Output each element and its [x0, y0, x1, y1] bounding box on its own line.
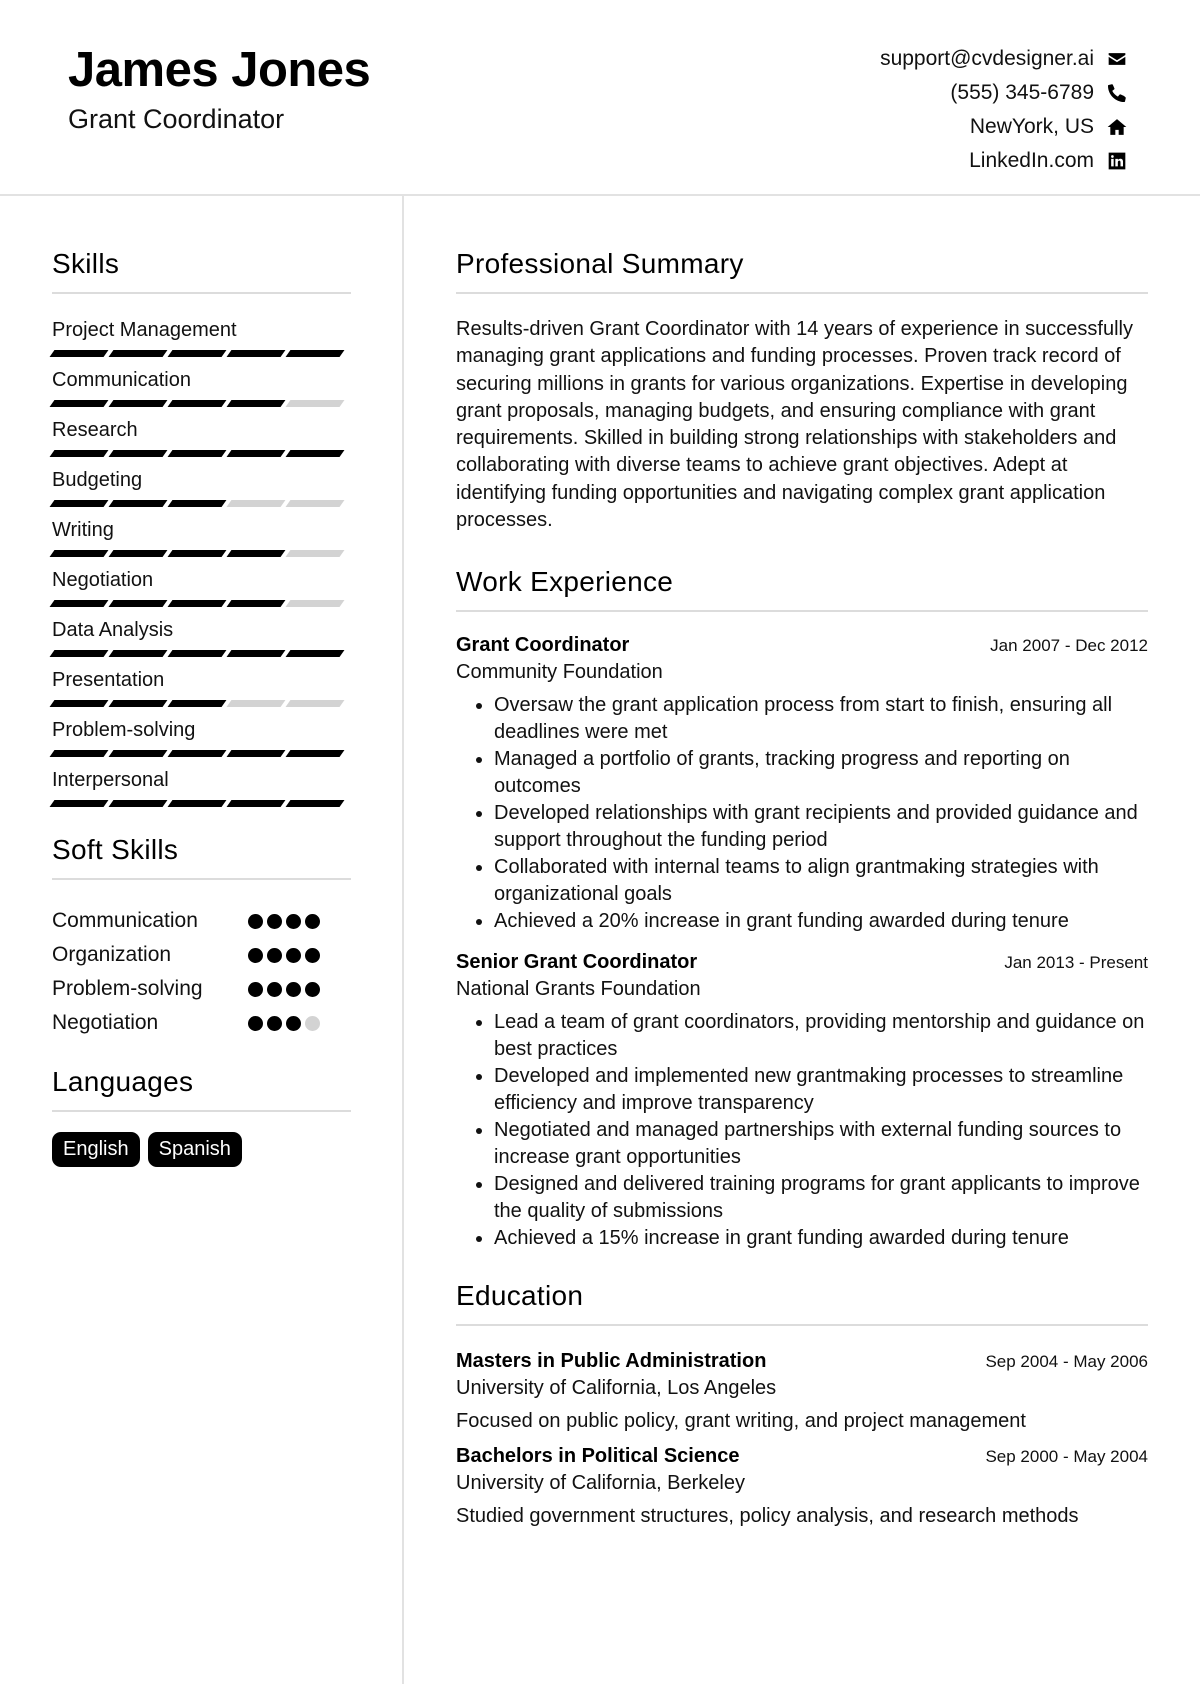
skill-name: Research: [52, 419, 138, 441]
skill-level-segment: [227, 350, 286, 357]
skill-level-segment: [50, 350, 109, 357]
rating-dot: [305, 948, 320, 963]
soft-skill-rating: [248, 914, 324, 929]
skill-item: [52, 318, 351, 368]
left-column: [52, 248, 351, 1167]
soft-skill-item: [52, 904, 351, 938]
skill-level-segment: [286, 350, 345, 357]
contact-linkedin-text: LinkedIn.com: [969, 149, 1094, 172]
skill-item: [52, 568, 351, 618]
work-heading: Work Experience: [456, 566, 674, 598]
skill-level-bar: [52, 500, 351, 507]
skill-name: Negotiation: [52, 569, 154, 591]
soft-skill-item: [52, 1006, 351, 1040]
skill-name: Budgeting: [52, 469, 143, 491]
rating-dot: [267, 1016, 282, 1031]
skill-level-bar: [52, 750, 351, 757]
skill-level-segment: [227, 800, 286, 807]
rating-dot: [286, 1016, 301, 1031]
skill-level-segment: [109, 800, 168, 807]
skill-level-segment: [50, 750, 109, 757]
summary-text: Results-driven Grant Coordinator with 14 years of experience in successfully managing grant applications and funding processes. Proven track record of securing millions in grants for various organizations. Expertise in developing grant proposals, managing budgets, and ensuring compliance with grant requirements. Skilled in building strong relationships with stakeholders and collaborating with diverse teams to achieve grant objectives. Adept at identifying funding opportunities and navigating complex grant application processes.: [456, 318, 1133, 532]
education-school: University of California, Berkeley: [456, 1472, 745, 1495]
skill-level-segment: [109, 550, 168, 557]
contact-location: [880, 110, 1128, 144]
skill-level-segment: [227, 600, 286, 607]
skill-level-segment: [109, 500, 168, 507]
work-rule: [456, 610, 1148, 612]
skill-name: Communication: [52, 369, 191, 391]
skill-level-bar: [52, 800, 351, 807]
skill-level-segment: [168, 550, 227, 557]
education-list: [456, 1350, 1148, 1528]
skill-level-segment: [286, 600, 345, 607]
contact-email[interactable]: [880, 42, 1128, 76]
languages-rule: [52, 1110, 351, 1112]
job-bullet: • Achieved a 20% increase in grant funding awarded during tenure: [494, 908, 1148, 935]
job-header: [456, 951, 1148, 974]
skill-name: Project Management: [52, 319, 237, 341]
skill-level-segment: [168, 450, 227, 457]
soft-skills-list: [52, 904, 351, 1040]
education-degree: Bachelors in Political Science: [456, 1445, 740, 1468]
rating-dot: [267, 914, 282, 929]
skill-level-bar: [52, 700, 351, 707]
skill-item: [52, 518, 351, 568]
job-bullet: • Developed and implemented new grantmaking processes to streamline efficiency and improve transparency: [494, 1063, 1148, 1117]
rating-dot: [305, 1016, 320, 1031]
soft-skills-heading: Soft Skills: [52, 834, 179, 865]
skill-level-segment: [50, 800, 109, 807]
skill-item: [52, 768, 351, 818]
skill-level-segment: [109, 350, 168, 357]
rating-dot: [305, 982, 320, 997]
job-bullet: • Oversaw the grant application process from start to finish, ensuring all deadlines were met: [494, 692, 1148, 746]
skill-name: Data Analysis: [52, 619, 174, 641]
education-degree: Masters in Public Administration: [456, 1350, 767, 1373]
skill-level-segment: [286, 650, 345, 657]
job-bullet: • Lead a team of grant coordinators, providing mentorship and guidance on best practices: [494, 1009, 1148, 1063]
skill-level-segment: [168, 650, 227, 657]
resume-header: [0, 0, 1200, 196]
languages-list: [52, 1132, 351, 1167]
soft-skill-item: [52, 972, 351, 1006]
skill-item: [52, 368, 351, 418]
skill-level-segment: [168, 400, 227, 407]
contact-email-text: support@cvdesigner.ai: [880, 47, 1094, 70]
skill-level-segment: [50, 450, 109, 457]
skill-level-segment: [50, 650, 109, 657]
candidate-title: Grant Coordinator: [68, 104, 285, 134]
languages-heading: Languages: [52, 1066, 194, 1097]
job-header: [456, 634, 1148, 657]
right-column: [456, 248, 1148, 1528]
skill-level-bar: [52, 600, 351, 607]
skill-level-segment: [168, 700, 227, 707]
soft-skill-name: Problem-solving: [52, 977, 203, 1000]
skill-level-segment: [286, 500, 345, 507]
rating-dot: [267, 948, 282, 963]
linkedin-icon: [1106, 150, 1128, 172]
contact-linkedin[interactable]: [880, 144, 1128, 178]
soft-skill-name: Organization: [52, 943, 172, 966]
rating-dot: [286, 914, 301, 929]
home-icon: [1106, 116, 1128, 138]
summary-rule: [456, 292, 1148, 294]
skills-list: [52, 318, 351, 818]
skill-level-segment: [168, 750, 227, 757]
contact-location-text: NewYork, US: [969, 115, 1094, 138]
skill-level-segment: [50, 700, 109, 707]
rating-dot: [286, 982, 301, 997]
skill-level-segment: [109, 600, 168, 607]
rating-dot: [248, 1016, 263, 1031]
skill-item: [52, 668, 351, 718]
skill-name: Presentation: [52, 669, 165, 691]
education-description: Studied government structures, policy analysis, and research methods: [456, 1505, 1079, 1528]
skill-level-segment: [227, 750, 286, 757]
rating-dot: [248, 948, 263, 963]
job-organization: Community Foundation: [456, 661, 663, 684]
skill-level-segment: [227, 500, 286, 507]
education-header: [456, 1350, 1148, 1373]
soft-skill-name: Communication: [52, 909, 198, 932]
skill-level-segment: [227, 650, 286, 657]
language-chip: Spanish: [148, 1132, 242, 1167]
skill-item: [52, 468, 351, 518]
skill-level-segment: [227, 700, 286, 707]
phone-icon: [1106, 82, 1128, 104]
job-bullet: • Designed and delivered training programs for grant applicants to improve the quality of submissions: [494, 1171, 1148, 1225]
education-heading: Education: [456, 1280, 584, 1312]
column-divider: [402, 196, 404, 1684]
skill-name: Writing: [52, 519, 114, 541]
skill-level-segment: [109, 650, 168, 657]
contact-phone-text: (555) 345-6789: [950, 81, 1094, 104]
skill-level-segment: [109, 700, 168, 707]
candidate-name: James Jones: [68, 43, 371, 97]
soft-skill-rating: [248, 982, 324, 997]
soft-skill-name: Negotiation: [52, 1011, 159, 1034]
skill-level-segment: [286, 800, 345, 807]
rating-dot: [305, 914, 320, 929]
job-bullets: [456, 692, 1148, 935]
skill-level-segment: [168, 800, 227, 807]
skill-level-segment: [109, 450, 168, 457]
job-entry: [456, 951, 1148, 1252]
soft-skill-rating: [248, 1016, 324, 1031]
skill-level-segment: [286, 450, 345, 457]
language-chip: English: [52, 1132, 140, 1167]
job-bullet: • Achieved a 15% increase in grant funding awarded during tenure: [494, 1225, 1148, 1252]
job-organization: National Grants Foundation: [456, 978, 701, 1001]
envelope-icon: [1106, 48, 1128, 70]
skill-level-segment: [109, 400, 168, 407]
skill-item: [52, 718, 351, 768]
job-dates: Jan 2007 - Dec 2012: [990, 636, 1148, 656]
skill-level-segment: [50, 550, 109, 557]
skill-level-bar: [52, 550, 351, 557]
job-role: Senior Grant Coordinator: [456, 951, 698, 974]
job-bullet: • Negotiated and managed partnerships with external funding sources to increase grant opportunities: [494, 1117, 1148, 1171]
contact-list: [880, 42, 1128, 178]
education-dates: Sep 2000 - May 2004: [985, 1447, 1148, 1467]
job-role: Grant Coordinator: [456, 634, 630, 657]
skill-level-segment: [168, 600, 227, 607]
skill-level-segment: [286, 750, 345, 757]
job-bullets: [456, 1009, 1148, 1252]
rating-dot: [267, 982, 282, 997]
skill-level-segment: [168, 350, 227, 357]
education-rule: [456, 1324, 1148, 1326]
contact-phone[interactable]: [880, 76, 1128, 110]
skill-name: Problem-solving: [52, 719, 196, 741]
education-school: University of California, Los Angeles: [456, 1377, 777, 1400]
education-description: Focused on public policy, grant writing, and project management: [456, 1410, 1026, 1433]
skill-level-bar: [52, 650, 351, 657]
skill-level-segment: [227, 400, 286, 407]
skill-level-segment: [50, 600, 109, 607]
job-entry: [456, 634, 1148, 935]
rating-dot: [248, 914, 263, 929]
summary-heading: Professional Summary: [456, 248, 744, 279]
skill-level-segment: [50, 400, 109, 407]
skill-level-segment: [109, 750, 168, 757]
soft-skill-rating: [248, 948, 324, 963]
skill-level-segment: [286, 700, 345, 707]
skill-level-segment: [168, 500, 227, 507]
rating-dot: [286, 948, 301, 963]
skill-level-bar: [52, 400, 351, 407]
jobs-list: [456, 634, 1148, 1252]
skill-level-segment: [286, 400, 345, 407]
education-entry: [456, 1445, 1148, 1528]
skill-level-bar: [52, 450, 351, 457]
job-bullet: • Collaborated with internal teams to align grantmaking strategies with organizational goals: [494, 854, 1148, 908]
skills-heading: Skills: [52, 248, 120, 279]
education-dates: Sep 2004 - May 2006: [985, 1352, 1148, 1372]
skill-level-bar: [52, 350, 351, 357]
job-bullet: • Managed a portfolio of grants, tracking progress and reporting on outcomes: [494, 746, 1148, 800]
skill-level-segment: [227, 450, 286, 457]
skills-rule: [52, 292, 351, 294]
skill-item: [52, 418, 351, 468]
education-header: [456, 1445, 1148, 1468]
skill-name: Interpersonal: [52, 769, 169, 791]
soft-skills-rule: [52, 878, 351, 880]
skill-level-segment: [227, 550, 286, 557]
skill-level-segment: [50, 500, 109, 507]
soft-skill-item: [52, 938, 351, 972]
skill-item: [52, 618, 351, 668]
education-entry: [456, 1350, 1148, 1433]
rating-dot: [248, 982, 263, 997]
job-dates: Jan 2013 - Present: [1004, 953, 1148, 973]
job-bullet: • Developed relationships with grant recipients and provided guidance and support throughout the funding period: [494, 800, 1148, 854]
skill-level-segment: [286, 550, 345, 557]
